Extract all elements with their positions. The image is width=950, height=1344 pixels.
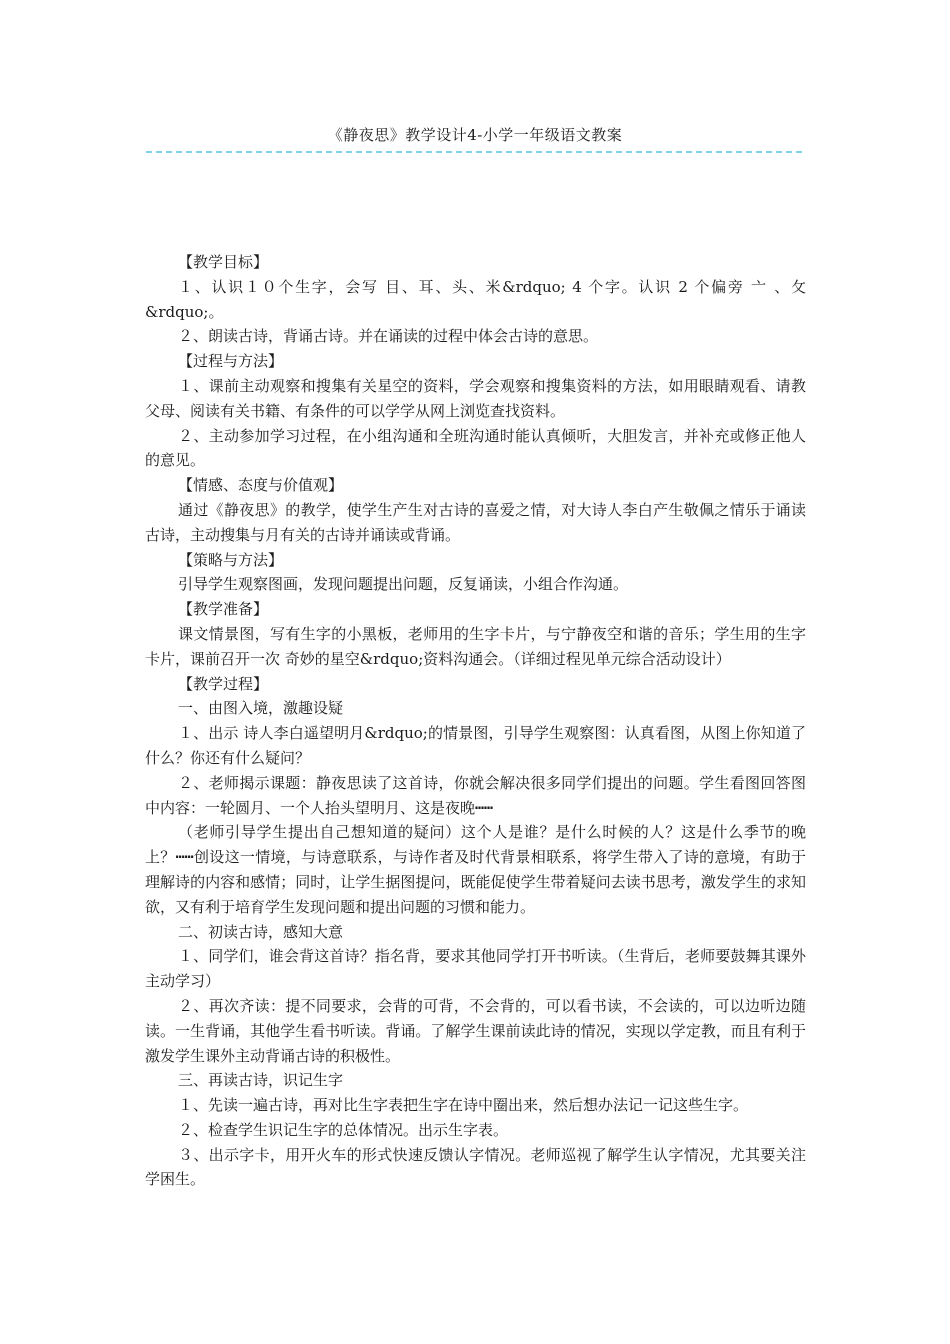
paragraph: 通过《静夜思》的教学，使学生产生对古诗的喜爱之情，对大诗人李白产生敬佩之情乐于诵读古诗，主动搜集与月有关的古诗并诵读或背诵。 [145,500,806,544]
paragraph: １、课前主动观察和搜集有关星空的资料，学会观察和搜集资料的方法，如用眼睛观看、请教父母、阅读有关书籍、有条件的可以学学从网上浏览查找资料。 [145,376,806,420]
paragraph: （老师引导学生提出自己想知道的疑问）这个人是谁？是什么时候的人？这是什么季节的晚上？┅┅创设这一情境，与诗意联系，与诗作者及时代背景相联系，将学生带入了诗的意境，有助于理解诗的内容和感情；同时，让学生据图提问，既能促使学生带着疑问去读书思考，激发学生的求知欲，又有利于培育学生发现问题和提出问题的习惯和能力。 [145,823,806,916]
document-title: 《静夜思》教学设计4-小学一年级语文教案 [327,126,623,144]
paragraph: ２、再次齐读：提不同要求，会背的可背，不会背的，可以看书读，不会读的，可以边听边随读。一生背诵，其他学生看书听读。背诵。了解学生课前读此诗的情况，实现以学定教，而且有利于激发学生课外主动背诵古诗的积极性。 [145,996,806,1065]
header-divider [146,151,802,153]
subsection-heading: 二、初读古诗，感知大意 [178,922,344,941]
paragraph: ２、老师揭示课题：静夜思读了这首诗，你就会解决很多同学们提出的问题。学生看图回答图中内容：一轮圆月、一个人抬头望明月、这是夜晚┅┅ [145,773,806,817]
document-body [145,250,806,1192]
paragraph: １、先读一遍古诗，再对比生字表把生字在诗中圈出来，然后想办法记一记这些生字。 [178,1096,749,1115]
section-heading: 【过程与方法】 [178,352,284,371]
paragraph: １、同学们，谁会背这首诗？指名背，要求其他同学打开书听读。（生背后，老师要鼓舞其课外主动学习） [145,947,806,991]
paragraph: ３、出示字卡，用开火车的形式快速反馈认字情况。老师巡视了解学生认字情况，尤其要关注学困生。 [145,1145,806,1189]
paragraph: ２、朗读古诗，背诵古诗。并在诵读的过程中体会古诗的意思。 [178,327,599,346]
section-heading: 【策略与方法】 [178,550,284,569]
paragraph: ２、检查学生识记生字的总体情况。出示生字表。 [178,1120,509,1139]
section-heading: 【情感、态度与价值观】 [178,476,344,495]
section-heading: 【教学准备】 [178,600,269,619]
paragraph: 引导学生观察图画，发现问题提出问题，反复诵读，小组合作沟通。 [178,575,629,594]
paragraph: １、认识１０个生字，会写 目、耳、头、米&rdquo; 4 个字。认识 2 个偏旁 亠 、攵&rdquo;。 [145,277,806,321]
subsection-heading: 三、再读古诗，识记生字 [178,1071,344,1090]
paragraph: 课文情景图，写有生字的小黑板，老师用的生字卡片，与宁静夜空和谐的音乐；学生用的生字卡片，课前召开一次 奇妙的星空&rdquo;资料沟通会。（详细过程见单元综合活动设计） [145,624,806,668]
paragraph: ２、主动参加学习过程，在小组沟通和全班沟通时能认真倾听，大胆发言，并补充或修正他人的意见。 [145,426,806,470]
section-heading: 【教学过程】 [178,674,269,693]
subsection-heading: 一、由图入境，激趣设疑 [178,699,344,718]
section-heading: 【教学目标】 [178,253,269,271]
paragraph: １、出示 诗人李白遥望明月&rdquo;的情景图，引导学生观察图：认真看图，从图上你知道了什么？你还有什么疑问？ [145,724,806,767]
